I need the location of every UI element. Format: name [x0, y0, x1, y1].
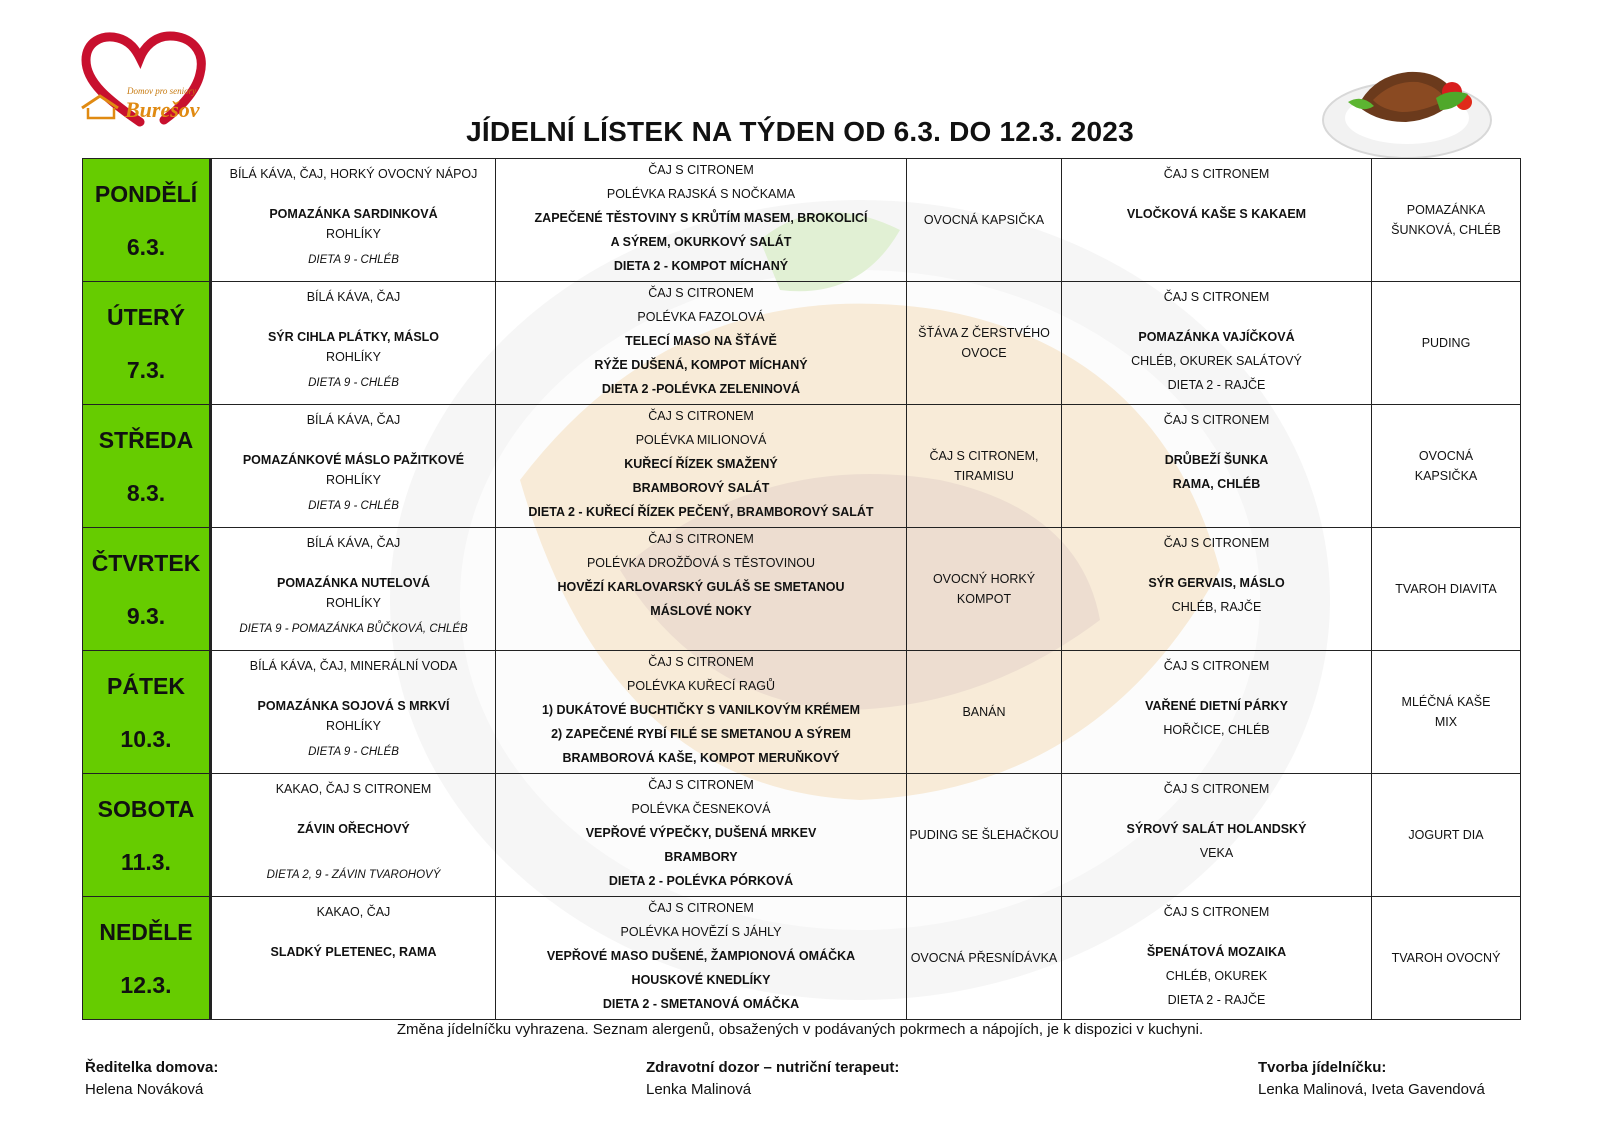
breakfast-cell-line: SÝR CIHLA PLÁTKY, MÁSLO — [267, 330, 440, 344]
page-title: JÍDELNÍ LÍSTEK NA TÝDEN OD 6.3. DO 12.3. 2023 — [466, 116, 1134, 147]
snack-cell-line: OVOCE — [961, 346, 1007, 360]
dinner-cell-line: DIETA 2 - RAJČE — [1167, 993, 1266, 1007]
breakfast-cell-line: ROHLÍKY — [326, 227, 381, 241]
second-dinner-cell — [1372, 774, 1521, 897]
dinner-cell-line: ČAJ S CITRONEM — [1163, 167, 1270, 181]
second-dinner-cell — [1372, 897, 1521, 1020]
lunch-cell — [496, 159, 907, 282]
dinner-cell-line: ČAJ S CITRONEM — [1163, 905, 1270, 919]
day-cell — [83, 651, 211, 774]
day-row — [83, 282, 1521, 405]
day-name: ČTVRTEK — [91, 550, 201, 576]
dinner-cell-line: ČAJ S CITRONEM — [1163, 536, 1270, 550]
lunch-cell-line: 1) DUKÁTOVÉ BUCHTIČKY S VANILKOVÝM KRÉMEM — [541, 703, 861, 717]
signature-role: Tvorba jídelníčku: — [1258, 1059, 1387, 1076]
breakfast-cell-line: BÍLÁ KÁVA, ČAJ — [306, 536, 401, 550]
second-dinner-cell-line: POMAZÁNKA — [1406, 203, 1486, 217]
day-name: PONDĚLÍ — [94, 181, 198, 207]
breakfast-cell-line: DIETA 9 - CHLÉB — [308, 500, 399, 512]
signature-name: Helena Nováková — [85, 1081, 204, 1098]
breakfast-cell-line: ROHLÍKY — [326, 719, 381, 733]
second-dinner-cell-line: JOGURT DIA — [1408, 828, 1484, 842]
dinner-cell — [1062, 651, 1372, 774]
lunch-cell-line: ČAJ S CITRONEM — [648, 286, 754, 300]
breakfast-cell-line: ROHLÍKY — [326, 596, 381, 610]
breakfast-cell-line: POMAZÁNKA SARDINKOVÁ — [269, 207, 438, 221]
lunch-cell-line: DIETA 2 - KUŘECÍ ŘÍZEK PEČENÝ, BRAMBOROVÝ SALÁT — [528, 505, 874, 519]
second-dinner-cell-line: TVAROH DIAVITA — [1395, 582, 1497, 596]
day-date: 11.3. — [121, 849, 171, 875]
second-dinner-cell — [1372, 528, 1521, 651]
snack-cell-line: TIRAMISU — [954, 469, 1014, 483]
breakfast-cell — [211, 528, 496, 651]
dinner-cell-line: POMAZÁNKA VAJÍČKOVÁ — [1138, 330, 1295, 344]
second-dinner-cell — [1372, 651, 1521, 774]
snack-cell — [907, 159, 1062, 282]
snack-cell — [907, 282, 1062, 405]
lunch-cell-line: VEPŘOVÉ VÝPEČKY, DUŠENÁ MRKEV — [585, 826, 817, 840]
lunch-cell-line: ČAJ S CITRONEM — [648, 409, 754, 423]
lunch-cell — [496, 651, 907, 774]
day-cell — [83, 405, 211, 528]
dinner-cell — [1062, 528, 1372, 651]
second-dinner-cell-line: ŠUNKOVÁ, CHLÉB — [1391, 223, 1501, 237]
day-cell — [83, 528, 211, 651]
signature-nutritionist — [646, 1057, 899, 1101]
breakfast-cell-line: KAKAO, ČAJ — [316, 905, 391, 919]
lunch-cell-line: ČAJ S CITRONEM — [648, 778, 754, 792]
dinner-cell — [1062, 405, 1372, 528]
second-dinner-cell — [1372, 405, 1521, 528]
snack-cell-line: BANÁN — [962, 705, 1006, 719]
lunch-cell-line: VEPŘOVÉ MASO DUŠENÉ, ŽAMPIONOVÁ OMÁČKA — [546, 949, 856, 963]
snack-cell-line: OVOCNÁ KAPSIČKA — [923, 213, 1045, 227]
dinner-cell-line: SÝR GERVAIS, MÁSLO — [1148, 576, 1285, 590]
breakfast-cell-line: KAKAO, ČAJ S CITRONEM — [275, 782, 432, 796]
snack-cell-line: OVOCNÝ HORKÝ — [932, 572, 1036, 586]
breakfast-cell — [211, 282, 496, 405]
signature-director — [85, 1057, 218, 1101]
day-date: 9.3. — [126, 603, 166, 629]
breakfast-cell-line: BÍLÁ KÁVA, ČAJ — [306, 413, 401, 427]
lunch-cell-line: RÝŽE DUŠENÁ, KOMPOT MÍCHANÝ — [594, 358, 808, 372]
dinner-cell-line: RAMA, CHLÉB — [1172, 477, 1261, 491]
snack-cell-line: KOMPOT — [956, 592, 1012, 606]
breakfast-cell-line: DIETA 9 - CHLÉB — [308, 254, 399, 266]
breakfast-cell-line: ZÁVIN OŘECHOVÝ — [297, 822, 410, 836]
day-row — [83, 405, 1521, 528]
lunch-cell-line: POLÉVKA FAZOLOVÁ — [637, 310, 765, 324]
day-cell — [83, 159, 211, 282]
dinner-cell-line: ČAJ S CITRONEM — [1163, 290, 1270, 304]
day-row — [83, 774, 1521, 897]
lunch-cell-line: MÁSLOVÉ NOKY — [650, 604, 752, 618]
dinner-cell — [1062, 159, 1372, 282]
dinner-cell-line: VEKA — [1199, 846, 1234, 860]
lunch-cell-line: BRAMBOROVÝ SALÁT — [632, 481, 770, 495]
day-row — [83, 897, 1521, 1020]
lunch-cell — [496, 774, 907, 897]
dinner-cell-line: ČAJ S CITRONEM — [1163, 782, 1270, 796]
lunch-cell-line: HOUSKOVÉ KNEDLÍKY — [631, 973, 771, 987]
logo-name: Burešov — [125, 97, 200, 122]
day-name: PÁTEK — [107, 673, 185, 699]
breakfast-cell — [211, 405, 496, 528]
lunch-cell-line: BRAMBORY — [664, 850, 738, 864]
second-dinner-cell — [1372, 159, 1521, 282]
lunch-cell-line: POLÉVKA ČESNEKOVÁ — [631, 802, 771, 816]
lunch-cell-line: POLÉVKA DROŽĎOVÁ S TĚSTOVINOU — [586, 556, 816, 570]
signature-menu-author — [1258, 1057, 1485, 1101]
lunch-cell-line: DIETA 2 -POLÉVKA ZELENINOVÁ — [601, 382, 801, 396]
day-name: ÚTERÝ — [107, 304, 185, 330]
day-row — [83, 159, 1521, 282]
dinner-cell-line: ČAJ S CITRONEM — [1163, 413, 1270, 427]
breakfast-cell-line: DIETA 2, 9 - ZÁVIN TVAROHOVÝ — [266, 869, 441, 881]
second-dinner-cell — [1372, 282, 1521, 405]
dinner-cell-line: CHLÉB, RAJČE — [1171, 600, 1262, 614]
day-date: 10.3. — [120, 726, 172, 752]
dinner-cell-line: ŠPENÁTOVÁ MOZAIKA — [1146, 945, 1287, 959]
lunch-cell-line: DIETA 2 - SMETANOVÁ OMÁČKA — [602, 997, 800, 1011]
breakfast-cell-line: SLADKÝ PLETENEC, RAMA — [270, 945, 437, 959]
lunch-cell-line: POLÉVKA HOVĚZÍ S JÁHLY — [620, 925, 782, 939]
dinner-cell-line: HOŘČICE, CHLÉB — [1163, 723, 1270, 737]
lunch-cell-line: POLÉVKA KUŘECÍ RAGŮ — [627, 679, 775, 693]
lunch-cell-line: A SÝREM, OKURKOVÝ SALÁT — [610, 235, 792, 249]
breakfast-cell-line: POMAZÁNKOVÉ MÁSLO PAŽITKOVÉ — [242, 453, 465, 467]
breakfast-cell-line: POMAZÁNKA NUTELOVÁ — [276, 576, 430, 590]
weekly-menu-table — [82, 158, 1521, 1020]
second-dinner-cell-line: TVAROH OVOCNÝ — [1391, 951, 1501, 965]
lunch-cell-line: ČAJ S CITRONEM — [648, 655, 754, 669]
snack-cell — [907, 651, 1062, 774]
dinner-cell-line: VLOČKOVÁ KAŠE S KAKAEM — [1126, 207, 1307, 221]
lunch-cell-line: DIETA 2 - POLÉVKA PÓRKOVÁ — [608, 874, 794, 888]
breakfast-cell-line: DIETA 9 - CHLÉB — [308, 377, 399, 389]
day-date: 12.3. — [120, 972, 172, 998]
signature-name: Lenka Malinová — [646, 1081, 752, 1098]
day-date: 7.3. — [126, 357, 166, 383]
lunch-cell-line: ČAJ S CITRONEM — [648, 532, 754, 546]
lunch-cell — [496, 405, 907, 528]
day-cell — [83, 897, 211, 1020]
day-cell — [83, 282, 211, 405]
lunch-cell-line: ZAPEČENÉ TĚSTOVINY S KRŮTÍM MASEM, BROKOLICÍ — [534, 211, 868, 225]
breakfast-cell-line: BÍLÁ KÁVA, ČAJ, HORKÝ OVOCNÝ NÁPOJ — [229, 167, 478, 181]
snack-cell-line: OVOCNÁ PŘESNÍDÁVKA — [910, 951, 1058, 965]
snack-cell-line: ŠŤÁVA Z ČERSTVÉHO — [918, 326, 1050, 340]
breakfast-cell — [211, 774, 496, 897]
breakfast-cell — [211, 159, 496, 282]
dinner-cell-line: ČAJ S CITRONEM — [1163, 659, 1270, 673]
snack-cell-line: PUDING SE ŠLEHAČKOU — [909, 828, 1059, 842]
lunch-cell — [496, 282, 907, 405]
second-dinner-cell-line: MIX — [1434, 715, 1458, 729]
snack-cell — [907, 774, 1062, 897]
dinner-cell-line: CHLÉB, OKUREK SALÁTOVÝ — [1131, 354, 1302, 368]
dinner-cell-line: CHLÉB, OKUREK — [1165, 969, 1268, 983]
footnote: Změna jídelníčku vyhrazena. Seznam alergenů, obsažených v podávaných pokrmech a nápojích, je k dispozici v kuchyni. — [396, 1021, 1204, 1038]
second-dinner-cell-line: KAPSIČKA — [1414, 469, 1478, 483]
snack-cell — [907, 405, 1062, 528]
lunch-cell-line: POLÉVKA RAJSKÁ S NOČKAMA — [606, 187, 796, 201]
dinner-cell — [1062, 282, 1372, 405]
dinner-cell-line: DIETA 2 - RAJČE — [1167, 378, 1266, 392]
snack-cell-line: ČAJ S CITRONEM, — [929, 449, 1039, 463]
signature-role: Zdravotní dozor – nutriční terapeut: — [646, 1059, 900, 1076]
second-dinner-cell-line: OVOCNÁ — [1418, 449, 1474, 463]
lunch-cell-line: KUŘECÍ ŘÍZEK SMAŽENÝ — [624, 457, 778, 471]
breakfast-cell-line: ROHLÍKY — [326, 473, 381, 487]
lunch-cell-line: HOVĚZÍ KARLOVARSKÝ GULÁŠ SE SMETANOU — [557, 580, 845, 594]
logo-subtitle: Domov pro seniory — [127, 86, 197, 96]
day-name: STŘEDA — [98, 427, 194, 453]
second-dinner-cell-line: MLÉČNÁ KAŠE — [1401, 695, 1491, 709]
day-name: NEDĚLE — [99, 919, 193, 945]
signature-name: Lenka Malinová, Iveta Gavendová — [1258, 1081, 1485, 1098]
lunch-cell-line: TELECÍ MASO NA ŠŤÁVĚ — [625, 334, 777, 348]
snack-cell — [907, 528, 1062, 651]
dinner-cell — [1062, 774, 1372, 897]
snack-cell — [907, 897, 1062, 1020]
breakfast-cell-line: DIETA 9 - CHLÉB — [308, 746, 399, 758]
lunch-cell — [496, 528, 907, 651]
lunch-cell-line: ČAJ S CITRONEM — [648, 901, 754, 915]
breakfast-cell-line: POMAZÁNKA SOJOVÁ S MRKVÍ — [257, 699, 450, 713]
day-cell — [83, 774, 211, 897]
breakfast-cell — [211, 651, 496, 774]
lunch-cell-line: ČAJ S CITRONEM — [648, 163, 754, 177]
dinner-cell-line: DRŮBEŽÍ ŠUNKA — [1164, 453, 1269, 467]
breakfast-cell-line: BÍLÁ KÁVA, ČAJ — [306, 290, 401, 304]
day-row — [83, 528, 1521, 651]
breakfast-cell — [211, 897, 496, 1020]
breakfast-cell-line: BÍLÁ KÁVA, ČAJ, MINERÁLNÍ VODA — [249, 659, 458, 673]
day-row — [83, 651, 1521, 774]
day-date: 6.3. — [126, 234, 166, 260]
second-dinner-cell-line: PUDING — [1421, 336, 1471, 350]
lunch-cell-line: POLÉVKA MILIONOVÁ — [635, 433, 767, 447]
day-name: SOBOTA — [97, 796, 195, 822]
lunch-cell-line: DIETA 2 - KOMPOT MÍCHANÝ — [613, 259, 789, 273]
dinner-cell-line: SÝROVÝ SALÁT HOLANDSKÝ — [1126, 822, 1307, 836]
breakfast-cell-line: DIETA 9 - POMAZÁNKA BŮČKOVÁ, CHLÉB — [239, 623, 468, 635]
signature-role: Ředitelka domova: — [85, 1059, 219, 1076]
day-date: 8.3. — [126, 480, 166, 506]
lunch-cell-line: BRAMBOROVÁ KAŠE, KOMPOT MERUŇKOVÝ — [562, 751, 840, 765]
lunch-cell-line: 2) ZAPEČENÉ RYBÍ FILÉ SE SMETANOU A SÝREM — [551, 727, 851, 741]
dinner-cell-line: VAŘENÉ DIETNÍ PÁRKY — [1145, 699, 1288, 713]
dinner-cell — [1062, 897, 1372, 1020]
lunch-cell — [496, 897, 907, 1020]
breakfast-cell-line: ROHLÍKY — [326, 350, 381, 364]
